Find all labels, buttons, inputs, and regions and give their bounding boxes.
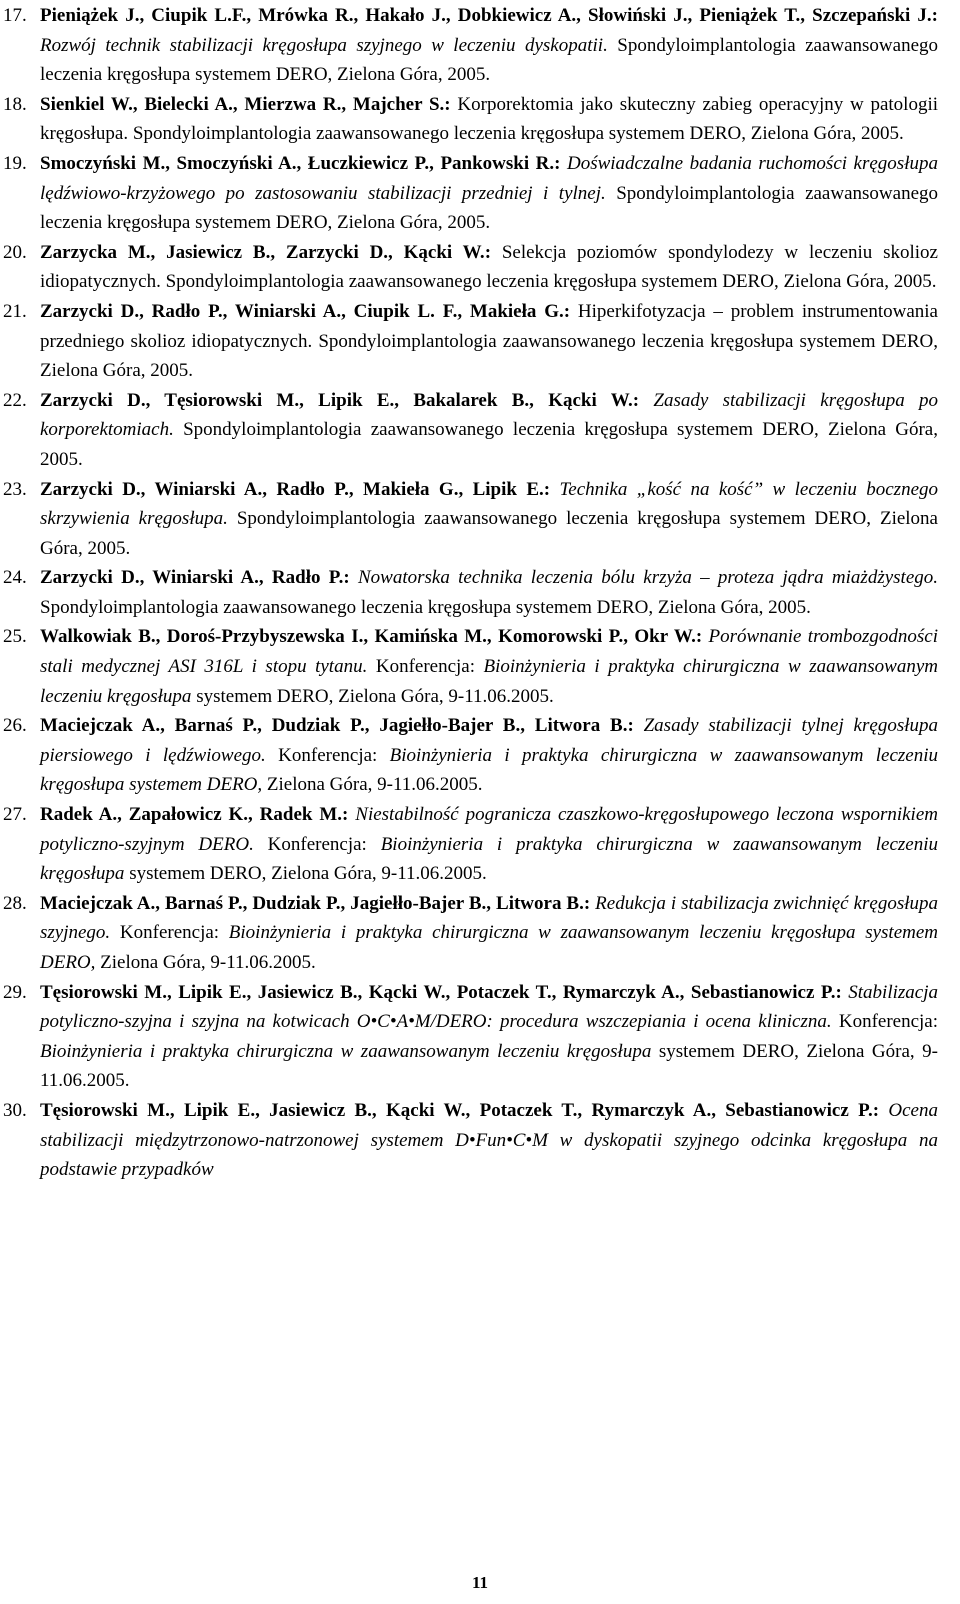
reference-venue-suffix: systemem DERO, Zielona Góra, 9-11.06.2005. [40,1040,938,1092]
reference-venue: Spondyloimplantologia zaawansowanego leczenia kręgosłupa systemem DERO, Zielona Góra, 2005. [165,271,937,293]
reference-venue-suffix: Zielona Góra, 9-11.06.2005. [100,952,316,973]
authors-separator: : [695,626,709,648]
reference-title: Niestabilność pogranicza czaszkowo-kręgosłupowego leczona wspornikiem potyliczno-szyjnym DERO. [40,804,938,855]
authors-separator: : [627,715,644,737]
reference-item [3,563,938,622]
reference-item [3,386,938,475]
authors-separator: : [563,300,578,322]
reference-title: Zasady stabilizacji kręgosłupa po korporektomiach. [40,389,939,441]
reference-number: 29. [3,981,27,1003]
reference-title: Stabilizacja potyliczno-szyjna i szyjna na kotwicach O•C•A•M/DERO: procedura wszczepiania i ocena kliniczna. [40,981,939,1033]
reference-authors: Sienkiel W., Bielecki A., Mierzwa R., Majcher S. [40,93,445,115]
reference-item [3,1,938,90]
reference-venue: Bioinżynieria i praktyka chirurgiczna w zaawansowanym leczeniu kręgosłupa [40,833,938,885]
reference-item [3,149,938,238]
reference-number: 22. [3,389,27,411]
reference-venue: Spondyloimplantologia zaawansowanego leczenia kręgosłupa systemem DERO, Zielona Góra, 2005. [40,419,938,470]
reference-authors: Walkowiak B., Doroś-Przybyszewska I., Kamińska M., Komorowski P., Okr W. [40,626,696,648]
reference-venue: Bioinżynieria i praktyka chirurgiczna w zaawansowanym leczeniu kręgosłupa systemem DERO, [40,744,939,796]
reference-venue: Spondyloimplantologia zaawansowanego leczenia kręgosłupa systemem DERO, Zielona Góra, 2005. [40,508,938,559]
authors-separator: : [554,152,567,174]
reference-authors: Maciejczak A., Barnaś P., Dudziak P., Jagiełło-Bajer B., Litwora B. [40,715,628,737]
reference-venue: Spondyloimplantologia zaawansowanego leczenia kręgosłupa systemem DERO, Zielona Góra, 2005. [40,182,939,234]
reference-item [3,297,938,386]
reference-item [3,889,938,978]
reference-venue-prefix: Konferencja: [267,833,367,855]
reference-number: 25. [3,626,27,648]
reference-number: 26. [3,715,27,737]
reference-venue: Bioinżynieria i praktyka chirurgiczna w zaawansowanym leczeniu kręgosłupa [40,1040,652,1062]
reference-item [3,800,938,889]
reference-list [3,1,938,1185]
reference-venue: Bioinżynieria i praktyka chirurgiczna w zaawansowanym leczeniu kręgosłupa [40,656,938,707]
reference-title: Rozwój technik stabilizacji kręgosłupa szyjnego w leczeniu dyskopatii. [40,34,608,56]
reference-venue-suffix: systemem DERO, Zielona Góra, 9-11.06.2005. [196,685,554,707]
page-number: 11 [471,1573,489,1592]
reference-authors: Pieniążek J., Ciupik L.F., Mrówka R., Hakało J., Dobkiewicz A., Słowiński J., Pieniążek T., Szczepański J. [40,5,932,26]
reference-title: Redukcja i stabilizacja zwichnięć kręgosłupa szyjnego. [40,892,939,944]
reference-item [3,90,938,149]
reference-authors: Tęsiorowski M., Lipik E., Jasiewicz B., Kącki W., Potaczek T., Rymarczyk A., Sebastianowicz P. [40,981,836,1003]
reference-authors: Zarzycki D., Winiarski A., Radło P., Makieła G., Lipik E. [40,478,544,500]
authors-separator: : [835,981,849,1003]
reference-title: Zasady stabilizacji tylnej kręgosłupa piersiowego i lędźwiowego. [40,715,938,766]
reference-number: 28. [3,892,27,914]
reference-venue-suffix: Zielona Góra, 9-11.06.2005. [266,774,483,796]
authors-separator: : [583,892,596,914]
reference-authors: Tęsiorowski M., Lipik E., Jasiewicz B., Kącki W., Potaczek T., Rymarczyk A., Sebastianowicz P. [40,1099,873,1121]
reference-authors: Zarzycki D., Tęsiorowski M., Lipik E., Bakalarek B., Kącki W. [40,389,633,411]
reference-number: 24. [3,567,27,589]
reference-title: Technika „kość na kość” w leczeniu bocznego skrzywienia kręgosłupa. [40,478,938,530]
authors-separator: : [484,241,502,263]
reference-venue: Spondyloimplantologia zaawansowanego leczenia kręgosłupa systemem DERO, Zielona Góra, 2005. [40,330,939,382]
reference-number: 18. [3,93,27,115]
reference-title: Selekcja poziomów spondylodezy w leczeniu skolioz idiopatycznych. [40,241,938,293]
authors-separator: : [632,389,654,411]
reference-venue-suffix: systemem DERO, Zielona Góra, 9-11.06.2005. [129,863,487,885]
reference-number: 23. [3,478,27,500]
reference-number: 19. [3,152,27,174]
reference-venue-prefix: Konferencja: [119,922,220,944]
reference-venue-prefix: Konferencja: [278,744,378,766]
reference-item [3,238,938,297]
reference-authors: Radek A., Zapałowicz K., Radek M. [40,804,343,826]
reference-venue: Spondyloimplantologia zaawansowanego leczenia kręgosłupa systemem DERO, Zielona Góra, 2005. [40,596,811,618]
reference-title: Porównanie trombozgodności stali medycznej ASI 316L i stopu tytanu. [40,626,938,678]
reference-authors: Zarzycki D., Radło P., Winiarski A., Ciupik L. F., Makieła G. [40,300,564,322]
reference-item [3,1096,938,1185]
reference-item [3,978,938,1096]
reference-number: 21. [3,300,27,322]
authors-separator: : [343,567,358,589]
reference-title: Ocena stabilizacji międzytrzonowo-natrzonowej systemem D•Fun•C•M w dyskopatii szyjnego odcinka kręgosłupa na podstawie przypadków [40,1099,938,1181]
reference-number: 30. [3,1099,27,1121]
reference-number: 27. [3,804,27,826]
authors-separator: : [342,804,356,826]
reference-title: Doświadczalne badania ruchomości kręgosłupa lędźwiowo-krzyżowego po zastosowaniu stabilizacji przedniej i tylnej. [40,152,938,204]
reference-number: 20. [3,241,27,263]
authors-separator: : [543,478,560,500]
reference-item [3,475,938,564]
reference-title: Nowatorska technika leczenia bólu krzyża – proteza jądra miażdżystego. [357,567,938,589]
authors-separator: : [872,1099,889,1121]
reference-authors: Maciejczak A., Barnaś P., Dudziak P., Jagiełło-Bajer B., Litwora B. [40,892,584,914]
authors-separator: : [444,93,458,115]
reference-venue-prefix: Konferencja: [838,1011,939,1033]
reference-title: Korporektomia jako skuteczny zabieg operacyjny w patologii kręgosłupa. [40,93,939,145]
reference-item [3,711,938,800]
reference-authors: Zarzycka M., Jasiewicz B., Zarzycki D., Kącki W. [40,241,485,263]
reference-title: Hiperkifotyzacja – problem instrumentowania przedniego skolioz idiopatycznych. [40,300,938,352]
reference-venue: Spondyloimplantologia zaawansowanego leczenia kręgosłupa systemem DERO, Zielona Góra, 2005. [132,123,904,145]
reference-number: 17. [3,5,27,26]
reference-authors: Smoczyński M., Smoczyński A., Łuczkiewicz P., Pankowski R. [40,152,555,174]
reference-item [3,622,938,711]
reference-venue: Bioinżynieria i praktyka chirurgiczna w zaawansowanym leczeniu kręgosłupa systemem DERO, [40,922,939,973]
authors-separator: : [931,5,938,26]
reference-venue-prefix: Konferencja: [375,656,476,678]
reference-authors: Zarzycki D., Winiarski A., Radło P. [40,567,344,589]
reference-venue: Spondyloimplantologia zaawansowanego leczenia kręgosłupa systemem DERO, Zielona Góra, 2005. [40,34,939,86]
